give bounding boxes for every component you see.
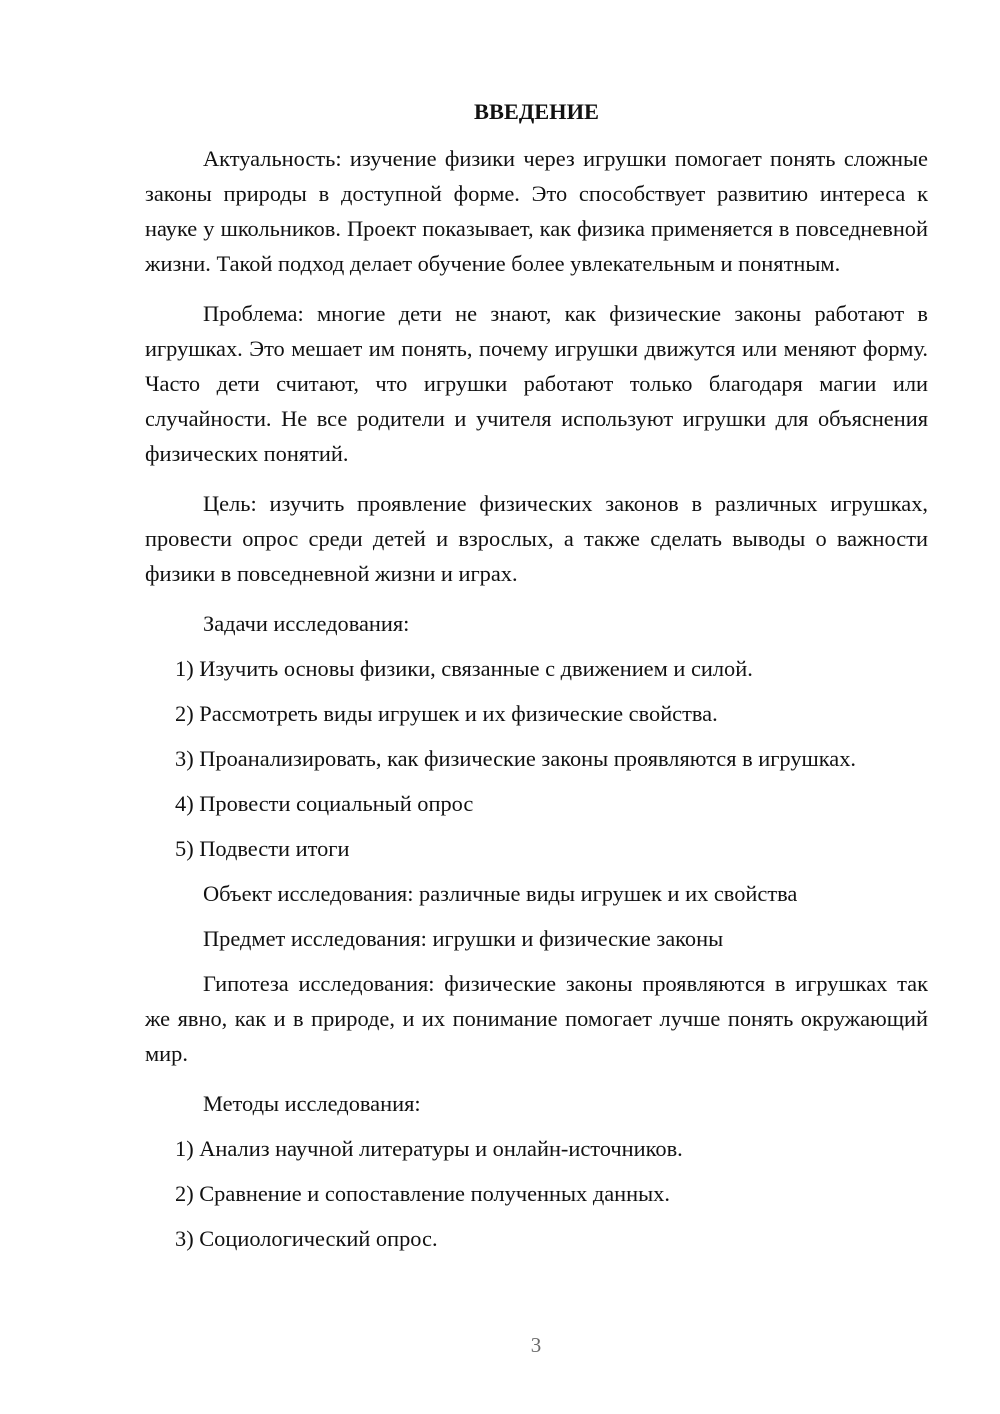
methods-heading: Методы исследования: xyxy=(203,1091,421,1116)
task-item: 2) Рассмотреть виды игрушек и их физические свойства. xyxy=(175,701,718,726)
page-content xyxy=(145,94,928,1266)
hypothesis-paragraph: Гипотеза исследования: физические законы проявляются в игрушках так же явно, как и в природе, и их понимание помогает лучше понять окружающий мир. xyxy=(145,971,928,1066)
task-item: 1) Изучить основы физики, связанные с движением и силой. xyxy=(175,656,753,681)
goal-paragraph: Цель: изучить проявление физических законов в различных игрушках, провести опрос среди детей и взрослых, а также сделать выводы о важности физики в повседневной жизни и играх. xyxy=(145,491,928,586)
problem-paragraph: Проблема: многие дети не знают, как физические законы работают в игрушках. Это мешает им понять, почему игрушки движутся или меняют форму. Часто дети считают, что игрушки работают только благодаря магии или случайности. Не все родители и учителя используют игрушки для объяснения физических понятий. xyxy=(145,301,928,466)
method-item: 2) Сравнение и сопоставление полученных данных. xyxy=(175,1181,670,1206)
method-item: 3) Социологический опрос. xyxy=(175,1226,438,1251)
task-item: 3) Проанализировать, как физические законы проявляются в игрушках. xyxy=(175,746,857,771)
tasks-heading: Задачи исследования: xyxy=(203,611,410,636)
subject-paragraph: Предмет исследования: игрушки и физические законы xyxy=(203,926,724,951)
task-item: 5) Подвести итоги xyxy=(175,836,350,861)
task-item: 4) Провести социальный опрос xyxy=(175,791,474,816)
page-number: 3 xyxy=(530,1333,542,1357)
method-item: 1) Анализ научной литературы и онлайн-источников. xyxy=(175,1136,683,1161)
object-paragraph: Объект исследования: различные виды игрушек и их свойства xyxy=(203,881,798,906)
page-title: ВВЕДЕНИЕ xyxy=(474,99,599,124)
relevance-paragraph: Актуальность: изучение физики через игрушки помогает понять сложные законы природы в доступной форме. Это способствует развитию интереса к науке у школьников. Проект показывает, как физика применяется в повседневной жизни. Такой подход делает обучение более увлекательным и понятным. xyxy=(145,146,928,276)
